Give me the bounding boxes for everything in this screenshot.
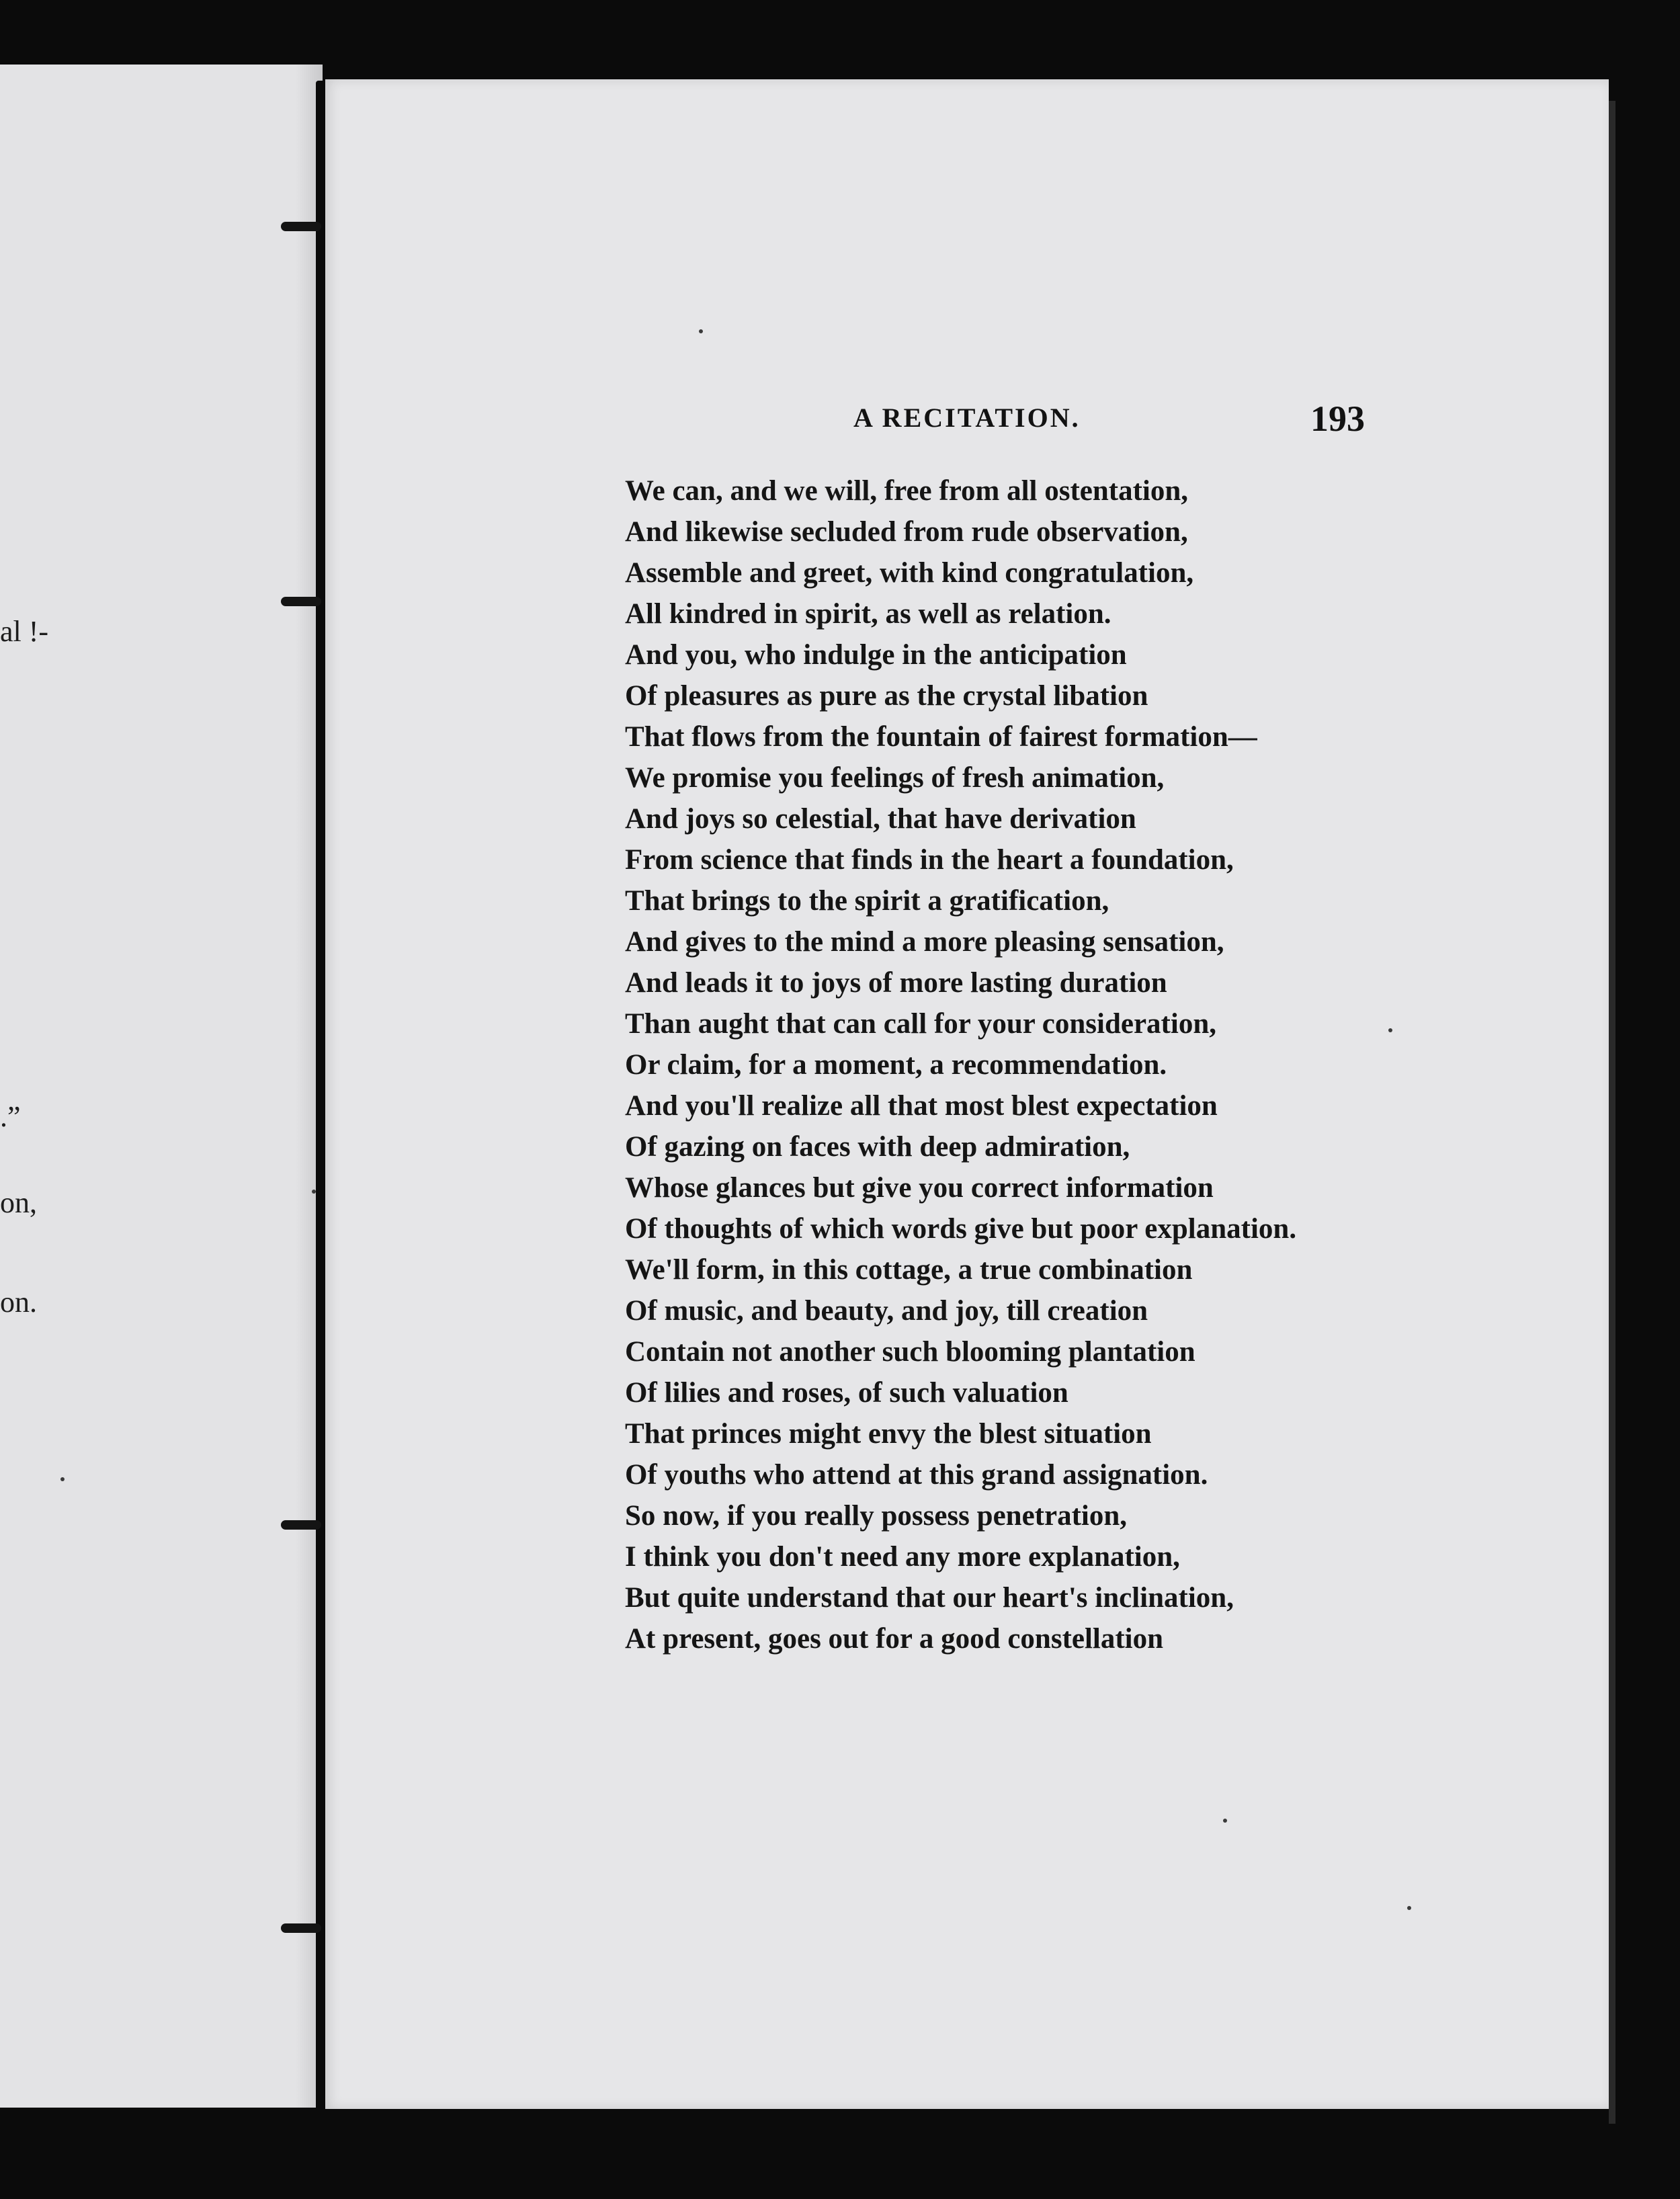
poem-line: Or claim, for a moment, a recommendation. [625, 1049, 1167, 1081]
poem-line: That princes might envy the blest situation [625, 1418, 1152, 1450]
poem-line: I think you don't need any more explanation, [625, 1541, 1180, 1573]
dust-speck [1388, 1028, 1392, 1032]
poem-line: At present, goes out for a good constellation [625, 1623, 1164, 1655]
poem-line: And leads it to joys of more lasting duration [625, 967, 1167, 999]
poem-line: Of youths who attend at this grand assignation. [625, 1459, 1208, 1491]
poem-line: That brings to the spirit a gratification, [625, 885, 1109, 917]
poem-line: Of thoughts of which words give but poor explanation. [625, 1213, 1297, 1245]
left-page-fragment: al !- [0, 615, 49, 648]
dust-speck [60, 1477, 65, 1481]
poem-line: We promise you feelings of fresh animation, [625, 762, 1165, 794]
running-head: A RECITATION. [853, 403, 1081, 433]
binding-stitch [281, 1520, 321, 1530]
poem-line: All kindred in spirit, as well as relation. [625, 598, 1111, 630]
poem-line: And you'll realize all that most blest expectation [625, 1090, 1218, 1122]
left-page-fragment: .” [0, 1100, 21, 1133]
dust-speck [312, 1190, 316, 1194]
poem-line: Of lilies and roses, of such valuation [625, 1377, 1068, 1409]
poem-line: That flows from the fountain of fairest formation— [625, 721, 1257, 753]
binding-stitch [281, 222, 321, 231]
poem-line: But quite understand that our heart's inclination, [625, 1582, 1234, 1614]
left-page-fragment: on. [0, 1286, 37, 1319]
left-page-fragment: on, [0, 1186, 37, 1219]
left-facing-page [0, 65, 309, 2108]
binding-stitch [281, 597, 321, 606]
binding-line [316, 81, 325, 2110]
dust-speck [699, 329, 703, 333]
page-number: 193 [1310, 399, 1365, 439]
poem-line: So now, if you really possess penetration, [625, 1500, 1127, 1532]
poem-line: And joys so celestial, that have derivation [625, 803, 1136, 835]
poem-line: We can, and we will, free from all ostentation, [625, 475, 1189, 507]
poem-line: Assemble and greet, with kind congratulation, [625, 557, 1194, 589]
poem-text [625, 470, 1296, 1659]
poem-line: From science that finds in the heart a foundation, [625, 844, 1234, 876]
binding-stitch [281, 1923, 321, 1933]
page-edge [1609, 101, 1615, 2124]
dust-speck [1407, 1906, 1411, 1910]
poem-line: Of music, and beauty, and joy, till creation [625, 1295, 1148, 1327]
poem-line: Contain not another such blooming plantation [625, 1336, 1195, 1368]
poem-line: And you, who indulge in the anticipation [625, 639, 1127, 671]
poem-line: Of gazing on faces with deep admiration, [625, 1131, 1130, 1163]
poem-line: Whose glances but give you correct information [625, 1172, 1214, 1204]
poem-line: We'll form, in this cottage, a true combination [625, 1254, 1193, 1286]
poem-line: Than aught that can call for your consideration, [625, 1008, 1216, 1040]
poem-line: Of pleasures as pure as the crystal libation [625, 680, 1148, 712]
poem-line: And gives to the mind a more pleasing sensation, [625, 926, 1224, 958]
dust-speck [1223, 1819, 1227, 1823]
poem-line: And likewise secluded from rude observation, [625, 516, 1188, 548]
